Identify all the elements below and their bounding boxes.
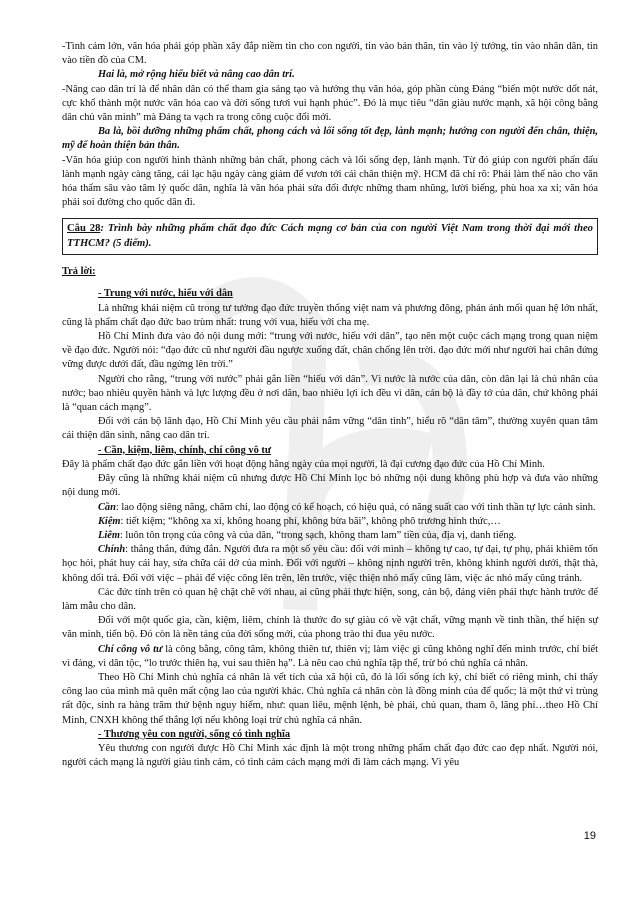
text-liem: : luôn tôn trọng của công và của dân, “trong sạch, không tham lam” tiền của, địa vị, danh tiếng.	[119, 529, 517, 541]
section2-chinh	[62, 543, 598, 586]
term-can: Cần	[98, 501, 116, 513]
text-chinh: : thẳng thắn, đứng đắn. Người đưa ra một số yêu cầu: đối với mình – không tự cao, tự đại, tự phụ, phải khiêm tốn học hỏi, phát huy cái hay, sửa chữa cái dở của mình. Đối với người – không nịnh người trên, không khinh người dưới, thật thà, không dối trá. Đối với việc – phải để việc công lên trên, lên trước, việc thiện nhỏ mấy cũng làm, việc ác nhỏ mấy cũng tránh.	[62, 544, 598, 584]
section-heading-loyalty: - Trung với nước, hiếu với dân	[98, 288, 233, 300]
section-heading-love: - Thương yêu con người, sống có tình nghĩa	[98, 728, 291, 740]
section1-paragraph-3: Người cho rằng, “trung với nước” phải gắn liền “hiếu với dân”. Vì nước là nước của dân, còn dân lại là chủ nhân của nước; bao nhiêu quyền hành và lực lượng đều ở nơi dân, bao nhiêu lợi ích đều vì dân, cán bộ là đầy tớ của dân, chứ không phải là “quan cách mạng”.	[62, 373, 598, 414]
section1-paragraph-1: Là những khái niệm cũ trong tư tưởng đạo đức truyền thống việt nam và phương đông, phản ánh mối quan hệ lớn nhất, cũng là phẩm chất đạo đức bao trùm nhất: trung với vua, hiếu với cha mẹ.	[62, 302, 598, 328]
term-kiem: Kiệm	[98, 515, 121, 527]
term-liem: Liêm	[98, 529, 120, 541]
section2-paragraph-3: Các đức tính trên có quan hệ chặt chẽ với nhau, ai cũng phải thực hiện, song, cán bộ, đảng viên phải thực hành trước để làm mẫu cho dân.	[62, 586, 598, 612]
section1-paragraph-4: Đối với cán bộ lãnh đạo, Hồ Chí Minh yêu cầu phải nắm vững “dân tình”, hiểu rõ “dân tâm”, thường xuyên quan tâm cải thiện dân sinh, nâng cao dân trí.	[62, 416, 598, 442]
intro-paragraph-2: -Nâng cao dân trí là để nhân dân có thể tham gia sáng tạo và hưởng thụ văn hóa, góp phần cùng Đảng “biến một nước dốt nát, cực khổ thành một nước văn hóa cao và đời sống tươi vui hạnh phúc”. Đó là mục tiêu “dân giàu nước mạnh, xã hội công bằng dân chủ văn minh” mà Đảng ta vạch ra trong công cuộc đổi mới.	[62, 83, 598, 124]
intro-heading-2: Hai là, mở rộng hiểu biết và nâng cao dân trí.	[98, 69, 295, 81]
text-chi-cong-vo-tu: là công bằng, công tâm, không thiên tư, thiên vị; làm việc gì cũng không nghĩ đến mình trước, chỉ biết vì đảng, vì dân tộc, “lo trước thiên hạ, vui sau thiên hạ”. Là nêu cao chủ nghĩa tập thể, trừ bỏ chủ nghĩa cá nhân.	[62, 643, 598, 669]
intro-paragraph-1: -Tình cảm lớn, văn hóa phải góp phần xây đắp niềm tin cho con người, tin vào bản thân, tin vào lý tưởng, tin vào nhân dân, tin vào tiền đồ của CM.	[62, 41, 598, 67]
section3-paragraph-1: Yêu thương con người được Hồ Chí Minh xác định là một trong những phẩm chất đạo đức cao đẹp nhất. Người nói, người cách mạng là người giàu tình cảm, có tình cảm cách mạng mới đi làm cách mạng. Vì yêu	[62, 742, 598, 769]
intro-heading-3: Ba là, bồi dưỡng những phẩm chất, phong cách và lối sống tốt đẹp, lành mạnh; hướng con người đến chân, thiện, mỹ để hoàn thiện bản thân.	[62, 126, 598, 152]
section2-paragraph-1: Đây là phẩm chất đạo đức gắn liền với hoạt động hằng ngày của mọi người, là đại cương đạo đức của Hồ Chí Minh.	[62, 458, 545, 470]
document-page	[62, 40, 598, 770]
question-text: : Trình bày những phẩm chất đạo đức Cách mạng cơ bản của con người Việt Nam trong thời đại mới theo TTHCM? (5 điểm).	[67, 223, 593, 249]
question-label: Câu 28	[67, 223, 101, 235]
question-box	[62, 218, 598, 255]
section-heading-diligence: - Cần, kiệm, liêm, chính, chí công vô tư	[98, 444, 272, 456]
term-chinh: Chính	[98, 544, 126, 556]
term-chi-cong-vo-tu: Chí công vô tư	[98, 643, 163, 655]
section1-paragraph-2: Hồ Chí Minh đưa vào đó nội dung mới: “trung với nước, hiếu với dân”, tạo nên một cuộc cách mạng trong quan niệm về đạo đức. Người nói: “đạo đức cũ như người đầu ngược xuống đất, chân chổng lên trời. đạo đức mới như người hai chân đứng vững được dưới đất, đầu ngửng lên trời.”	[62, 331, 598, 371]
section2-paragraph-5: Theo Hồ Chí Minh chủ nghĩa cá nhân là vết tích của xã hội cũ, đó là lối sống ích kỷ, chỉ biết có riêng mình, chỉ thấy công lao của mình mà quên mất cộng lao của người khác. Chủ nghĩa cá nhân còn là đồng minh của để quốc; là một thứ vi trùng rất độc, sinh ra hàng trăm thứ bệnh nguy hiểm, như: quan liêu, mệnh lệnh, bè phái, chủ quan, tham ô, lãng phí…theo Hồ Chí Minh, CNXH không thể thắng lợi nếu không loại trừ chủ nghĩa cá nhân.	[62, 671, 598, 726]
section2-liem	[62, 529, 598, 543]
section2-paragraph-4: Đối với một quốc gia, cần, kiệm, liêm, chính là thước đo sự giàu có về vật chất, vững mạnh về tinh thần, thể hiện sự văn minh, tiến bộ. Đó còn là nền tảng của đời sống mới, của phong trào thi đua yêu nước.	[62, 615, 598, 641]
page-number: 19	[583, 830, 596, 842]
text-kiem: : tiết kiệm; “không xa xỉ, không hoang phí, không bừa bãi”, không phô trương hình thức,…	[120, 515, 501, 527]
answer-label: Trả lời:	[62, 266, 96, 278]
section2-can	[62, 501, 598, 515]
text-can: : lao động siêng năng, chăm chỉ, lao động có kế hoạch, có hiệu quả, có năng suất cao với tinh thần tự lực cánh sinh.	[115, 501, 596, 513]
section2-paragraph-2: Đây cũng là những khái niệm cũ nhưng được Hồ Chí Minh lọc bỏ những nội dung không phù hợp và đưa vào những nội dung mới.	[62, 473, 598, 499]
intro-paragraph-3: -Văn hóa giúp con người hình thành những bản chất, phong cách và lối sống đẹp, lành mạnh. Từ đó giúp con người phấn đấu lành mạnh ngày càng tăng, cái lạc hậu ngày càng giảm để vươn tới cái chân thiện mỹ. HCM đã chỉ rõ: Phải làm thế nào cho văn hóa thấm sâu vào tâm lý quốc dân, nghĩa là văn hóa phải sửa đổi được những tham nhũng, lười biếng, phù hoa xa xỉ; văn hóa phải soi đường cho quốc dân đi.	[62, 154, 598, 209]
section2-chi-cong	[62, 643, 598, 671]
section2-kiem	[62, 515, 598, 529]
